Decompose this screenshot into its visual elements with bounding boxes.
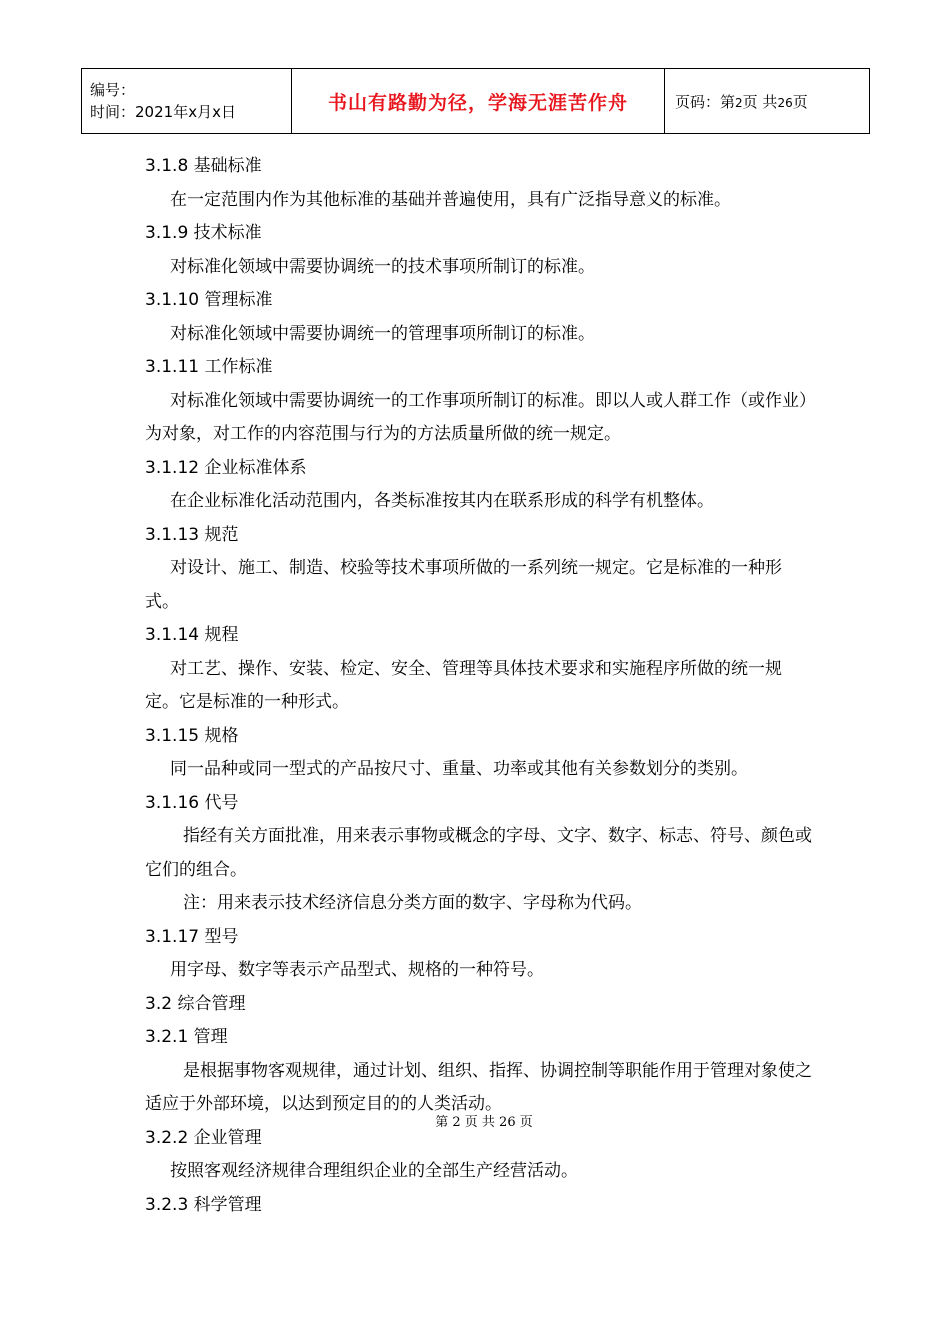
section-heading: 3.1.11 工作标准 (145, 357, 273, 377)
section-heading: 3.2 综合管理 (145, 993, 246, 1014)
section-heading: 3.2.1 管理 (145, 1027, 228, 1047)
section-heading: 3.1.10 管理标准 (145, 290, 273, 310)
section-paragraph: 用字母、数字等表示产品型式、规格的一种符号。 (170, 960, 544, 980)
document-header (81, 68, 870, 134)
number-label: 编号： (90, 81, 136, 99)
section-paragraph: 在企业标准化活动范围内，各类标准按其内在联系形成的科学有机整体。 (170, 491, 714, 511)
time-value: 2021年x月x日 (135, 103, 236, 121)
motto-text: 书山有路勤为径，学海无涯苦作舟 (327, 91, 628, 114)
section-paragraph: 对标准化领域中需要协调统一的技术事项所制订的标准。 (170, 256, 595, 277)
page-label: 页码：第 (675, 92, 736, 111)
section-paragraph: 指经有关方面批准，用来表示事物或概念的字母、文字、数字、标志、符号、颜色或它们的组合。 (145, 826, 812, 880)
section-paragraph: 对设计、施工、制造、校验等技术事项所做的一系列统一规定。它是标准的一种形式。 (145, 558, 782, 612)
section-heading: 3.2.2 企业管理 (145, 1127, 262, 1148)
section-paragraph: 在一定范围内作为其他标准的基础并普遍使用，具有广泛指导意义的标准。 (170, 189, 731, 210)
section-heading: 3.1.17 型号 (145, 926, 239, 947)
page-footer: 第 2 页 共 26 页 (435, 1115, 533, 1130)
page-end: 页 (792, 92, 808, 111)
header-motto-cell (292, 69, 665, 134)
section-heading: 3.1.16 代号 (145, 792, 239, 813)
section-heading: 3.1.9 技术标准 (145, 223, 262, 243)
section-heading: 3.1.13 规范 (145, 524, 239, 545)
page-current: 2 (735, 95, 743, 110)
section-paragraph: 是根据事物客观规律，通过计划、组织、指挥、协调控制等职能作用于管理对象使之适应于外部环境，以达到预定目的的人类活动。 (145, 1060, 812, 1114)
section-heading: 3.2.3 科学管理 (145, 1194, 262, 1215)
page-total: 26 (777, 95, 793, 110)
section-paragraph: 同一品种或同一型式的产品按尺寸、重量、功率或其他有关参数划分的类别。 (170, 759, 748, 779)
section-heading: 3.1.14 规程 (145, 625, 239, 645)
section-heading: 3.1.15 规格 (145, 725, 239, 746)
section-paragraph: 按照客观经济规律合理组织企业的全部生产经营活动。 (170, 1161, 578, 1181)
time-label: 时间： (90, 103, 136, 121)
section-heading: 3.1.12 企业标准体系 (145, 457, 307, 478)
header-page-cell (665, 69, 870, 134)
page-mid: 页 共 (742, 92, 778, 111)
section-paragraph: 对标准化领域中需要协调统一的管理事项所制订的标准。 (170, 323, 595, 344)
time-line (90, 101, 291, 123)
section-paragraph: 对工艺、操作、安装、检定、安全、管理等具体技术要求和实施程序所做的统一规定。它是标准的一种形式。 (145, 658, 782, 712)
section-note: 注：用来表示技术经济信息分类方面的数字、字母称为代码。 (183, 893, 642, 913)
section-paragraph: 对标准化领域中需要协调统一的工作事项所制订的标准。即以人或人群工作（或作业）为对象，对工作的内容范围与行为的方法质量所做的统一规定。 (145, 390, 808, 444)
section-heading: 3.1.8 基础标准 (145, 156, 262, 176)
document-body (145, 150, 815, 1222)
header-meta-cell (82, 69, 292, 134)
